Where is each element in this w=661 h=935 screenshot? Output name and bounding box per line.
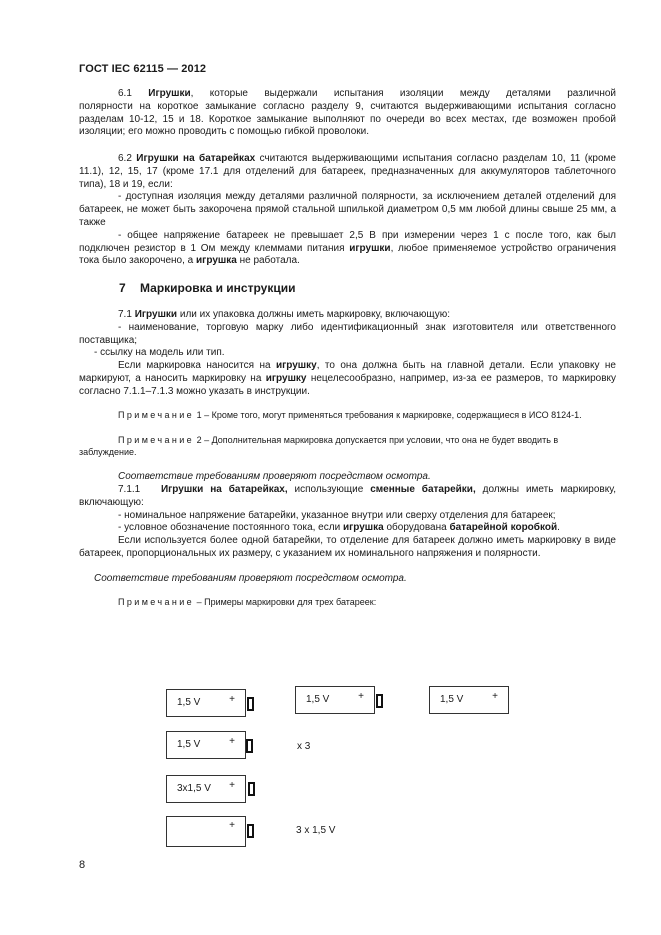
section-heading [119,281,295,295]
list-item: - условное обозначение постоянного тока, если игрушка оборудована батарейной коробкой. [118,522,560,534]
note-label: Примечание [118,597,195,607]
text: полярности на короткое замыкание согласно разделу 9, считаются выдерживающими испытания согласно разделам 10-12, 15 и 18. Короткое замыкание выполняют по очереди во всех местах, где возможен пробой изоляции; его можно проводить с помощью гибкой проволоки. [79,100,616,138]
multiplier-label: x 3 [297,741,311,752]
paragraph-6-2 [79,153,616,268]
battery-terminal [376,694,383,708]
bold-term: Игрушки на батарейках [136,153,256,164]
clause-number: 6.2 [118,153,132,164]
battery-terminal [247,824,254,838]
battery-terminal [248,782,255,796]
note-text: 1 – Кроме того, могут применяться требования к маркировке, содержащиеся в ИСО 8124-1. [194,410,582,420]
battery-symbol: 1,5 V + [295,686,375,714]
list-item: - общее напряжение батареек не превышает 2,5 В при измерении через 1 с после того, как был подключен резистор в 1 Ом между клеммами питания игрушки, любое применяемое устройство ограничения тока было закорочено, а игрушка не работала. [79,229,617,267]
section-title: Маркировка и инструкции [140,281,296,295]
text: Если маркировка наносится на игрушку, то она должна быть на главной детали. Если упаковку не маркируют, а наносить маркировку на игрушку нецелесообразно, например, из-за ее размеров, то маркировку согласно 7.1.1–7.1.3 можно указать в инструкции. [79,360,617,397]
text: считаются выдерживающими испытания согласно разделам 10, 11 (кроме 11.1), 12, 15, 17 (кроме 17.1 для отделений для батареек, предназначенных для аккумуляторов таблеточного типа), 18 и 19, если: [79,153,616,190]
paragraph-7-1-1: 7.1.1 Игрушки на батарейках, использующие сменные батарейки, должны иметь маркировку, включающую: - номинальное напряжение батарейки, указанное внутри или сверху отделения для батареек; - условное обозначение постоянного тока, если игрушка оборудована батарейной коробкой. Если используется более одной батарейки, то отделение для батареек должно иметь маркировку в виде батареек, пропорциональных их размеру, с указанием их номинального напряжения и полярности. [79,484,616,559]
list-item: - наименование, торговую марку либо идентификационный знак изготовителя или ответственного поставщика; [79,321,616,346]
list-item: - номинальное напряжение батарейки, указанное внутри или сверху отделения для батареек; [118,509,556,521]
battery-symbol: 1,5 V + [166,731,246,759]
bold-term: Игрушки [148,88,191,99]
compliance-note: Соответствие требованиям проверяют посредством осмотра. [118,471,431,482]
compliance-note: Соответствие требованиям проверяют посредством осмотра. [94,573,407,584]
battery-symbol: 1,5 V + [429,686,509,714]
battery-symbol: 1,5 V + [166,689,246,717]
text: 7.1 Игрушки или их упаковка должны иметь маркировку, включающую: [118,309,450,320]
battery-terminal [246,739,253,753]
battery-symbol: 3x1,5 V + [166,775,246,803]
battery-terminal [247,697,254,711]
text: Если используется более одной батарейки, то отделение для батареек должно иметь маркировку в виде батареек, пропорциональных их размеру, с указанием их номинального напряжения и полярности. [79,535,616,559]
battery-symbol: + [166,816,246,847]
note-label: Примечание [118,410,195,420]
note-2 [79,434,616,458]
voltage-label: 3 x 1,5 V [296,825,336,836]
page-number: 8 [79,859,86,871]
note-3 [79,596,616,608]
note-text: – Примеры маркировки для трех батареек: [194,597,377,607]
paragraph-6-1 [79,88,616,139]
standard-header: ГОСТ IEC 62115 — 2012 [79,63,207,75]
note-label: Примечание [118,435,195,445]
paragraph-7-1 [79,309,616,399]
section-number: 7 [119,281,126,295]
note-1 [79,409,616,421]
note-text: 2 – Дополнительная маркировка допускается при условии, что она не будет вводить в заблуждение. [79,435,559,457]
list-item: - ссылку на модель или тип. [94,347,225,359]
clause-number: 6.1 [118,88,132,99]
text: , которые выдержали испытания изоляции между деталями различной [190,88,616,99]
list-item: - доступная изоляция между деталями различной полярности, за исключением деталей отделений для батареек, не может быть закорочена прямой стальной шпилькой диаметром 0,5 мм любой длины свыше 25 мм, а также [79,191,616,228]
